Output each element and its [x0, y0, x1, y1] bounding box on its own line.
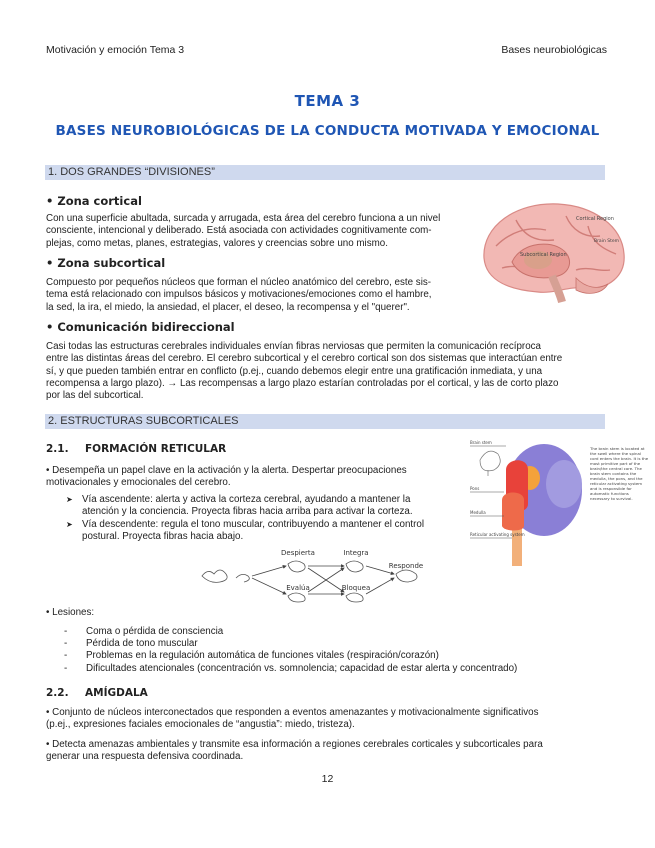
caption-line: the swell where the spinal [590, 451, 641, 456]
lesiones-title: • Lesiones: [46, 607, 95, 618]
via-ascendente [66, 494, 461, 518]
text-line: Con una superficie abultada, surcada y arrugada, esta área del cerebro funciona a un nivel [46, 213, 441, 224]
section2-heading: 2. ESTRUCTURAS SUBCORTICALES [45, 414, 605, 429]
list-item: - Coma o pérdida de consciencia [64, 626, 224, 637]
brain-stem-figure [466, 440, 649, 568]
text-line: consciente, intencional y deliberado. Está asociada con actividades cognitivamente com- [46, 225, 432, 237]
fig-label-brainstem: Brain stem [470, 440, 492, 445]
fig-label-pons: Pons [470, 486, 480, 491]
diagram-node-integra: Integra [343, 549, 369, 557]
list-item-text: Problemas en la regulación automática de funciones vitales (respiración/corazón) [86, 650, 439, 662]
caption-line: most primitive part of the [590, 461, 641, 466]
text-line: Vía ascendente: alerta y activa la corteza cerebral, ayudando a mantener la [82, 494, 411, 505]
text-line: por las del subcortical. [46, 390, 144, 402]
fig-label-stem: Brain Stem [594, 239, 620, 244]
caption-line: cord enters the brain. It is the [590, 456, 649, 461]
s22-title: AMÍGDALA [85, 687, 148, 699]
fig-label-medulla: Medulla [470, 510, 486, 515]
caption-line: medulla, the pons, and the [590, 476, 643, 481]
arrow-bullet-icon: ➤ [66, 520, 73, 529]
fig-label-ras: Reticular activating system [470, 532, 525, 537]
text-line: la sed, la ira, el miedo, la ansiedad, el placer, el deseo, la recompensa y el "querer". [46, 301, 410, 313]
list-item: - Problemas en la regulación automática de funciones vitales (respiración/corazón) [64, 650, 439, 662]
text-line: plejas, como metas, planes, estrategias, valores y creencias sobre uno mismo. [46, 237, 388, 249]
text-line: recompensa a largo plazo). → Las recompensas a largo plazo estarían controladas por el cortical, y las de corto plazo [46, 377, 559, 389]
diagram-node-evalua: Evalúa [286, 584, 310, 592]
s21-number: 2.1. [46, 443, 69, 455]
reticular-flow-diagram [196, 546, 436, 606]
caption-line: The brain stem is located at [590, 446, 645, 451]
header-right: Bases neurobiológicas [501, 44, 607, 56]
fig-label-cortical: Cortical Region [576, 216, 614, 222]
lesiones-list [64, 626, 609, 675]
list-item-text: Pérdida de tono muscular [86, 638, 198, 650]
text-line: Vía descendente: regula el tono muscular, contribuyendo a mantener el control [82, 519, 425, 530]
diagram-node-responde: Responde [388, 562, 424, 570]
list-item-text: Coma o pérdida de consciencia [86, 626, 224, 637]
text-line: Compuesto por pequeños núcleos que forman el núcleo anatómico del cerebro, este sis- [46, 277, 432, 288]
text-line: tema está relacionado con impulsos básicos y motivaciones/emociones como el hambre, [46, 289, 432, 301]
fig-label-subcortical: Subcortical Region [520, 252, 567, 258]
comunicacion-text [46, 341, 606, 402]
s22-number: 2.2. [46, 687, 69, 699]
caption-line: necessary to survival. [590, 496, 633, 501]
list-item: - Dificultades atencionales (concentración vs. somnolencia; capacidad de estar alerta y concentrado) [64, 662, 518, 674]
text-line: Casi todas las estructuras cerebrales individuales envían fibras nerviosas que permiten la comunicación recíproca [46, 341, 541, 352]
text-line: • Conjunto de núcleos interconectados que responden a eventos amenazantes y motivacionalmente significativos [46, 707, 539, 718]
text-line: entre las distintas áreas del cerebro. El cerebro subcortical y el cerebro cortical son dos sistemas que interactúan entre [46, 353, 563, 365]
s22-p2 [46, 739, 606, 764]
s22-p1 [46, 707, 606, 732]
text-line: sí, y que pueden también entrar en conflicto (p.ej., cuando debemos elegir entre una gratificación inmediata, y una [46, 365, 543, 377]
fig-caption [589, 446, 649, 501]
text-line: postural. Proyecta fibras hacia abajo. [82, 531, 244, 543]
arrow-bullet-icon: ➤ [66, 495, 73, 504]
text-line: • Detecta amenazas ambientales y transmite esa información a regiones cerebrales corticales y subcorticales para [46, 739, 543, 750]
caption-line: automatic functions [590, 491, 629, 496]
diagram-node-despierta: Despierta [281, 549, 315, 557]
caption-line: and is responsible for [590, 486, 632, 491]
caption-line: brain stem contains the [590, 471, 637, 476]
s21-title: FORMACIÓN RETICULAR [85, 443, 227, 455]
text-line: generar una respuesta defensiva coordinada. [46, 751, 244, 763]
text-line: (p.ej., expresiones faciales emocionales de “angustia”: miedo, tristeza). [46, 719, 355, 731]
via-descendente [66, 519, 461, 543]
zona-subcortical-text [46, 277, 471, 314]
zona-subcortical-title: • Zona subcortical [46, 256, 166, 270]
header-left: Motivación y emoción Tema 3 [46, 44, 185, 56]
s21-intro [46, 465, 458, 490]
list-item: - Pérdida de tono muscular [64, 638, 198, 650]
comunicacion-title: • Comunicación bidireccional [46, 320, 235, 334]
list-item-text: Dificultades atencionales (concentración vs. somnolencia; capacidad de estar alerta y concentrado) [86, 662, 518, 674]
zona-cortical-title: • Zona cortical [46, 194, 142, 208]
caption-line: reticular activating system [590, 481, 643, 486]
section1-heading: 1. DOS GRANDES “DIVISIONES” [45, 165, 605, 180]
text-line: atención y la conciencia. Proyecta fibras hacia arriba para activar la corteza. [82, 506, 413, 518]
brain-sagittal-figure [476, 196, 632, 304]
zona-cortical-text [46, 213, 471, 250]
page-subtitle: BASES NEUROBIOLÓGICAS DE LA CONDUCTA MOTIVADA Y EMOCIONAL [55, 123, 600, 139]
page-title: TEMA 3 [294, 92, 361, 110]
text-line: • Desempeña un papel clave en la activación y la alerta. Despertar preocupaciones [46, 465, 407, 476]
text-line: motivacionales y emocionales del cerebro. [46, 477, 231, 489]
caption-line: brain/the central core. The [590, 466, 642, 471]
page-number: 12 [321, 773, 334, 785]
diagram-node-bloquea: Bloquea [341, 584, 371, 592]
